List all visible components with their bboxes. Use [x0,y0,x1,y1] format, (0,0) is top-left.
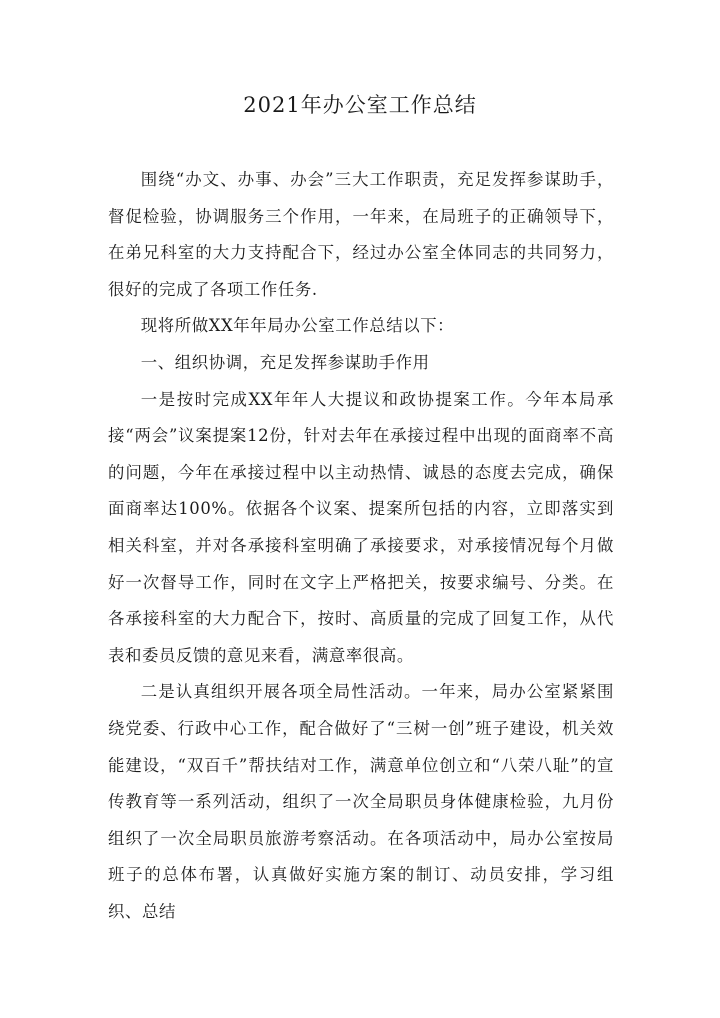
paragraph-item-1: 一是按时完成XX年年人大提议和政协提案工作。今年本局承接“两会”议案提案12份，针对去年在承接过程中出现的面商率不高的问题，今年在承接过程中以主动热情、诚恳的态度去完成，确保面商率达100%。依据各个议案、提案所包括的内容，立即落实到相关科室，并对各承接科室明确了承接要求，对承接情况每个月做好一次督导工作，同时在文字上严格把关，按要求编号、分类。在各承接科室的大力配合下，按时、高质量的完成了回复工作，从代表和委员反馈的意见来看，满意率很高。 [108,389,614,665]
document-body [108,162,614,930]
document-title: 2021年办公室工作总结 [243,93,477,117]
section-heading-1: 一、组织协调，充足发挥参谋助手作用 [140,352,430,372]
paragraph-intro: 围绕“办文、办事、办会”三大工作职责，充足发挥参谋助手，督促检验，协调服务三个作用，一年来，在局班子的正确领导下，在弟兄科室的大力支持配合下，经过办公室全体同志的共同努力，很好的完成了各项工作任务. [108,170,614,299]
paragraph-summary-lead: 现将所做XX年年局办公室工作总结以下： [140,316,455,336]
paragraph-item-2: 二是认真组织开展各项全局性活动。一年来，局办公室紧紧围绕党委、行政中心工作，配合做好了“三树一创”班子建设，机关效能建设，“双百千”帮扶结对工作，满意单位创立和“八荣八耻”的宣传教育等一系列活动，组织了一次全局职员身体健康检验，九月份组织了一次全局职员旅游考察活动。在各项活动中，局办公室按局班子的总体布署，认真做好实施方案的制订、动员安排，学习组织、总结 [108,682,614,921]
